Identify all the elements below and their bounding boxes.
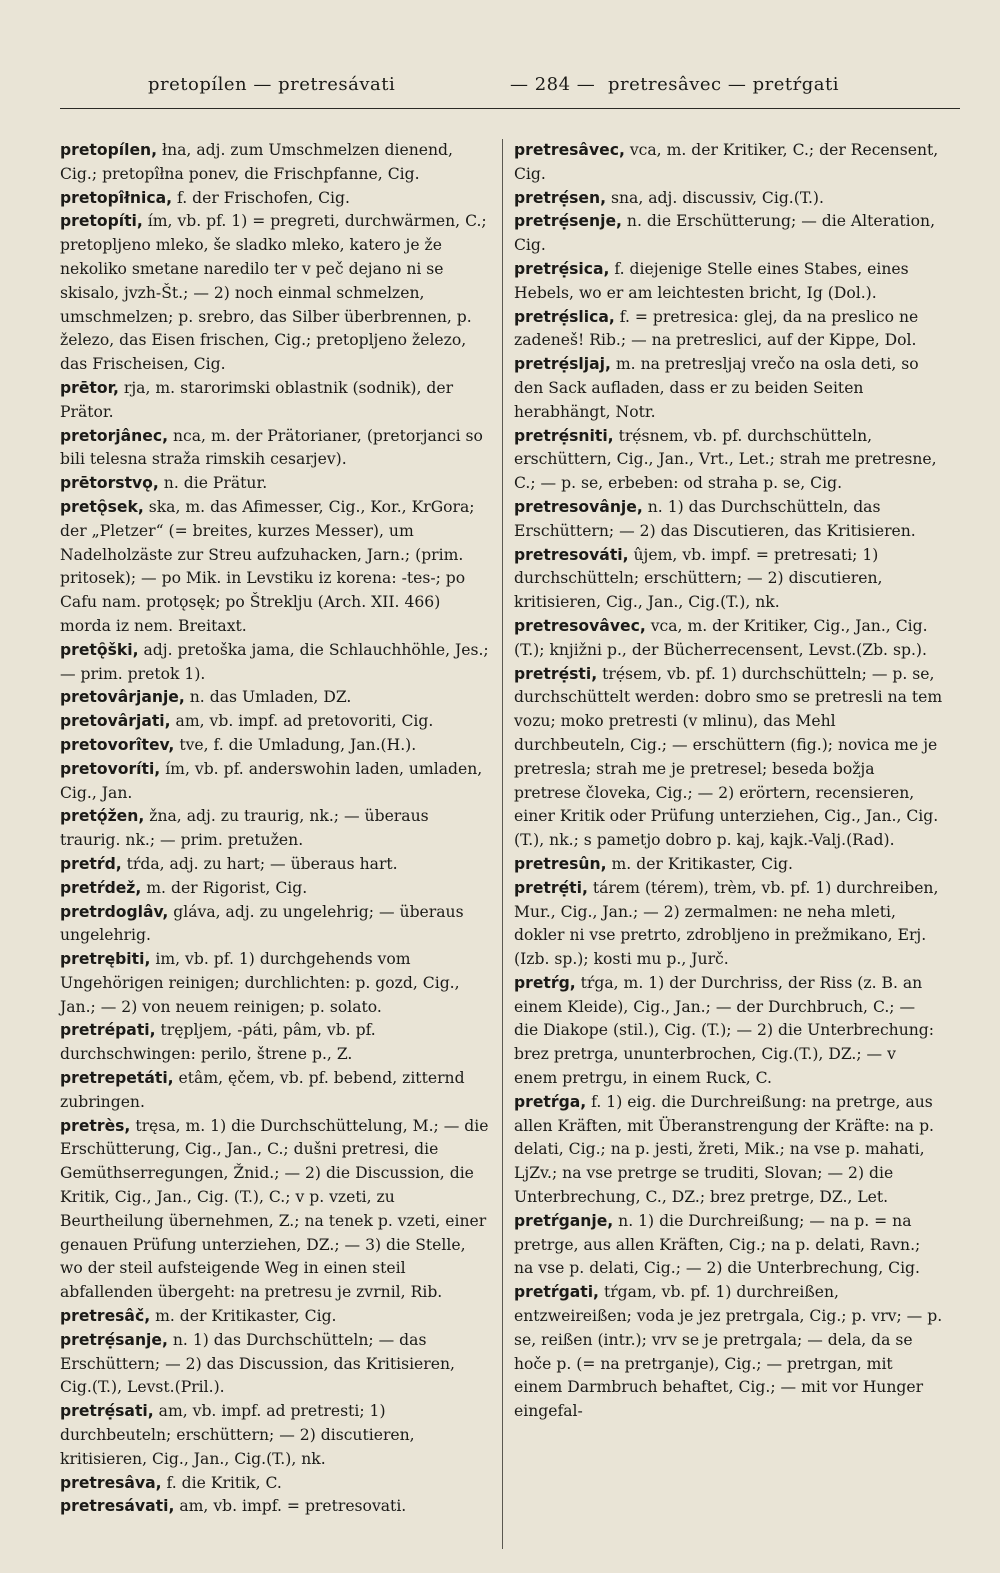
entry-headword: pretresâvec, <box>514 141 625 159</box>
entry-definition: trẹ́snem, vb. pf. durchschütteln, erschüttern, Cig., Jan., Vrt., Let.; strah me pretresne, C.; — p. se, erbeben: od straha p. se, Cig. <box>514 426 937 493</box>
dictionary-entry <box>60 853 490 877</box>
entry-headword: pretresâva, <box>60 1473 162 1492</box>
entry-headword: pretopílen, <box>60 141 158 159</box>
entry-definition: m. der Kritikaster, Cig. <box>606 854 793 873</box>
dictionary-entry <box>60 1067 490 1115</box>
dictionary-entry <box>60 1472 490 1496</box>
entry-definition: am, vb. impf. = pretresovati. <box>174 1497 407 1516</box>
dictionary-entry <box>60 1305 490 1329</box>
dictionary-entry <box>514 853 944 877</box>
entry-definition: n. die Erschütterung; — die Alteration, Cig. <box>514 212 936 255</box>
entry-definition: f. diejenige Stelle eines Stabes, eines Hebels, wo er am leichtesten bricht, Ig (Dol.). <box>514 259 909 302</box>
entry-definition: m. na pretresljaj vrečo na osla deti, so den Sack aufladen, dass er zu beiden Seiten herabhängt, Notr. <box>514 355 919 421</box>
entry-definition: n. 1) die Durchreißung; — na p. = na pretrge, aus allen Kräften, Cig.; na p. delati, Ravn.; na vse p. delati, Cig.; — 2) die Unterbrechung, Cig. <box>514 1211 921 1278</box>
entry-definition: n. 1) das Durchschütteln, das Erschüttern; — 2) das Discutieren, das Kritisieren. <box>514 497 916 540</box>
entry-headword: pretrębiti, <box>60 950 151 969</box>
header-left-guidewords: pretopílen — pretresávati <box>148 74 396 95</box>
dictionary-entry <box>514 187 944 211</box>
entry-definition: n. das Umladen, DZ. <box>184 688 352 707</box>
entry-definition: trępljem, -páti, pâm, vb. pf. durchschwingen: perilo, štrene p., Z. <box>60 1021 376 1064</box>
dictionary-entry <box>514 210 944 258</box>
entry-headword: pretresávati, <box>60 1497 175 1516</box>
entry-headword: pretorjânec, <box>60 426 168 445</box>
entry-definition: tve, f. die Umladung, Jan.(H.). <box>174 735 417 754</box>
entry-definition: etâm, ęčem, vb. pf. bebend, zitternd zubringen. <box>60 1069 465 1111</box>
entry-definition: vca, m. der Kritiker, C.; der Recensent, Cig. <box>514 141 939 183</box>
entry-headword: pretovoríti, <box>60 759 161 778</box>
text-columns <box>60 139 960 1549</box>
dictionary-entry <box>60 187 490 211</box>
entry-definition: tręsa, m. 1) die Durchschüttelung, M.; — die Erschütterung, Cig., Jan., C.; dušni pretresi, die Gemüthserregungen, Žnid.; — 2) die Discussion, die Kritik, Cig., Jan., Cig. (T.), C.; v p. vzeti, zu Beurtheilung übernehmen, Z.; na tenek p. vzeti, einer genauen Prüfung unterziehen, DZ.; — 3) die Stelle, wo der steil aufsteigende Weg in einen steil abfallenden übergeht: na pretresu je zvrnil, Rib. <box>60 1116 489 1302</box>
entry-definition: tŕgam, vb. pf. 1) durchreißen, entzweireißen; voda je jez pretrgala, Cig.; p. vrv; — p. se, reißen (intr.); vrv se je pretrgala; — dela, da se hoče p. (= na pretrganje), Cig.; — pretrgan, mit einem Darmbruch behaftet, Cig.; — mit vor Hunger eingefal- <box>514 1283 943 1421</box>
entry-definition: f. die Kritik, C. <box>161 1473 282 1492</box>
dictionary-entry <box>514 663 944 853</box>
dictionary-entry <box>60 734 490 758</box>
entry-definition: m. der Rigorist, Cig. <box>141 878 308 897</box>
entry-headword: pretrẹ́sljaj, <box>514 355 611 374</box>
entry-headword: pretŕga, <box>514 1092 587 1111</box>
dictionary-entry <box>60 472 490 496</box>
entry-headword: pretŕganje, <box>514 1211 614 1230</box>
entry-definition: žna, adj. zu traurig, nk.; — überaus traurig. nk.; — prim. pretužen. <box>60 807 429 850</box>
entry-headword: pretrẹ́ti, <box>514 878 588 897</box>
entry-definition: tŕga, m. 1) der Durchriss, der Riss (z. B. an einem Kleide), Cig., Jan.; — der Durchbruch, C.; — die Diakope (stil.), Cig. (T.); — 2) die Unterbrechung: brez pretrga, ununterbrochen, Cig.(T.), DZ.; — v enem pretrgu, in einem Ruck, C. <box>514 973 935 1088</box>
entry-definition: n. 1) das Durchschütteln; — das Erschüttern; — 2) das Discussion, das Kritisieren, Cig.(T.), Levst.(Pril.). <box>60 1330 455 1397</box>
entry-headword: pretresûn, <box>514 854 607 873</box>
entry-definition: am, vb. impf. ad pretresti; 1) durchbeuteln; erschüttern; — 2) discutieren, kritisieren, Cig., Jan., Cig.(T.), nk. <box>60 1402 415 1468</box>
dictionary-entry <box>514 877 944 972</box>
dictionary-entry <box>60 805 490 853</box>
entry-headword: pretrẹ́sanje, <box>60 1330 168 1349</box>
dictionary-entry <box>514 306 944 354</box>
dictionary-entry <box>514 496 944 544</box>
page-number: — 284 — <box>510 74 596 95</box>
column-divider <box>502 139 503 1549</box>
dictionary-entry <box>514 1281 944 1424</box>
dictionary-entry <box>60 139 490 187</box>
dictionary-entry <box>60 1495 490 1519</box>
dictionary-entry <box>514 353 944 424</box>
entry-headword: pretresâč, <box>60 1307 151 1326</box>
dictionary-entry <box>60 710 490 734</box>
entry-headword: pretrès, <box>60 1116 131 1135</box>
left-column <box>60 139 490 1519</box>
entry-headword: pretrépati, <box>60 1021 156 1040</box>
entry-headword: pretrẹ́sica, <box>514 259 610 278</box>
entry-definition: ska, m. das Afimesser, Cig., Kor., KrGora; der „Pletzer“ (= breites, kurzes Messer), um Nadelholzäste zur Streu aufzuhacken, Jarn.; (prim. pritosek); — po Mik. in Levstiku iz korena: -tes-; po Cafu nam. protǫsęk; po Štreklju (Arch. XII. 466) morda iz nem. Breitaxt. <box>60 497 475 635</box>
dictionary-entry <box>514 425 944 496</box>
entry-definition: sna, adj. discussiv, Cig.(T.). <box>606 188 824 207</box>
dictionary-entry <box>60 758 490 806</box>
dictionary-entry <box>514 972 944 1091</box>
entry-headword: pretrdoglâv, <box>60 902 169 921</box>
dictionary-entry <box>60 377 490 425</box>
entry-definition: łna, adj. zum Umschmelzen dienend, Cig.; pretopîłna ponev, die Frischpfanne, Cig. <box>60 141 453 183</box>
entry-headword: pretovârjati, <box>60 712 171 731</box>
dictionary-entry <box>514 544 944 615</box>
entry-definition: ím, vb. pf. 1) = pregreti, durchwärmen, C.; pretopljeno mleko, še sladko mleko, katero je že nekoliko smetane naredilo ter v peč dejano ni se skisalo, jvzh-Št.; — 2) noch einmal schmelzen, umschmelzen; p. srebro, das Silber überbrennen, p. železo, das Eisen frischen, Cig.; pretopljeno železo, das Frischeisen, Cig. <box>60 212 487 374</box>
header-rule <box>60 108 960 109</box>
entry-headword: prētorstvǫ, <box>60 474 159 493</box>
entry-headword: pretǫ́žen, <box>60 807 145 826</box>
entry-definition: adj. pretoška jama, die Schlauchhöhle, Jes.; — prim. pretok 1). <box>60 640 489 683</box>
entry-definition: tárem (térem), trèm, vb. pf. 1) durchreiben, Mur., Cig., Jan.; — 2) zermalmen: ne neha mleti, dokler ni vse pretrto, zdrobljeno in prežmikano, Erj.(Izb. sp.); kosti mu p., Jurč. <box>514 878 939 969</box>
header-right-guidewords: pretresâvec — pretŕgati <box>608 74 839 95</box>
dictionary-entry <box>514 139 944 187</box>
entry-definition: im, vb. pf. 1) durchgehends vom Ungehörigen reinigen; durchlichten: p. gozd, Cig., Jan.; — 2) von neuem reinigen; p. solato. <box>60 950 460 1016</box>
dictionary-entry <box>60 948 490 1019</box>
dictionary-entry <box>60 1019 490 1067</box>
dictionary-entry <box>60 877 490 901</box>
dictionary-entry <box>60 210 490 377</box>
dictionary-entry <box>514 1210 944 1281</box>
dictionary-entry <box>60 496 490 639</box>
dictionary-entry <box>60 1400 490 1471</box>
entry-definition: rja, m. starorimski oblastnik (sodnik), der Prätor. <box>60 378 454 421</box>
entry-definition: f. = pretresica: glej, da na preslico ne zadeneš! Rib.; — na pretreslici, auf der Kippe, Dol. <box>514 307 919 350</box>
entry-definition: ûjem, vb. impf. = pretresati; 1) durchschütteln; erschüttern; — 2) discutieren, kritisieren, Cig., Jan., Cig.(T.), nk. <box>514 545 883 612</box>
entry-headword: pretrepetáti, <box>60 1069 174 1088</box>
entry-headword: pretrẹ́sti, <box>514 664 598 683</box>
entry-headword: pretopíti, <box>60 212 143 231</box>
dictionary-entry <box>60 639 490 687</box>
dictionary-entry <box>60 425 490 473</box>
entry-headword: pretrẹ́slica, <box>514 307 615 326</box>
entry-definition: n. die Prätur. <box>158 474 268 493</box>
dictionary-entry <box>514 1091 944 1210</box>
entry-headword: pretresovânje, <box>514 497 643 516</box>
entry-headword: pretŕg, <box>514 973 576 992</box>
entry-headword: pretŕgati, <box>514 1283 599 1302</box>
dictionary-entry <box>514 258 944 306</box>
entry-definition: ím, vb. pf. anderswohin laden, umladen, Cig., Jan. <box>60 759 483 802</box>
entry-headword: pretovorîtev, <box>60 735 175 754</box>
entry-definition: vca, m. der Kritiker, Cig., Jan., Cig.(T.); knjižni p., der Bücherrecensent, Levst.(Zb. sp.). <box>514 616 928 659</box>
entry-headword: pretǫ̑sek, <box>60 497 144 516</box>
entry-headword: pretŕd, <box>60 854 122 873</box>
entry-headword: pretrẹ́sati, <box>60 1402 154 1421</box>
dictionary-entry <box>60 686 490 710</box>
right-column <box>514 139 944 1424</box>
entry-definition: f. 1) eig. die Durchreißung: na pretrge, aus allen Kräften, mit Überanstrengung der Kräfte: na p. delati, Cig.; na p. jesti, žreti, Mik.; na vse p. mahati, LjZv.; na vse pretrge se truditi, Slovan; — 2) die Unterbrechung, C., DZ.; brez pretrge, DZ., Let. <box>514 1092 935 1207</box>
entry-definition: m. der Kritikaster, Cig. <box>150 1307 337 1326</box>
entry-definition: nca, m. der Prätorianer, (pretorjanci so bili telesna straža rimskih cesarjev). <box>60 426 483 469</box>
entry-definition: tŕda, adj. zu hart; — überaus hart. <box>121 854 398 873</box>
entry-headword: pretrẹ́senje, <box>514 212 622 231</box>
entry-headword: pretŕdež, <box>60 878 142 897</box>
entry-definition: gláva, adj. zu ungelehrig; — überaus ungelehrig. <box>60 902 464 945</box>
running-header <box>60 70 960 100</box>
dictionary-entry <box>60 901 490 949</box>
dictionary-entry <box>60 1329 490 1400</box>
entry-headword: pretresovâvec, <box>514 616 646 635</box>
entry-headword: pretrẹ́sniti, <box>514 426 614 445</box>
entry-definition: trẹ́sem, vb. pf. 1) durchschütteln; — p. se, durchschüttelt werden: dobro smo se pretresli na tem vozu; moko pretresti (v mlinu), das Mehl durchbeuteln, Cig.; — erschüttern (fig.); novica me je pretresla; strah me je pretresel; beseda božja pretrese človeka, Cig.; — 2) erörtern, recensieren, einer Kritik oder Prüfung unterziehen, Cig., Jan., Cig. (T.), nk.; s pametjo dobro p. kaj, kajk.-Valj.(Rad). <box>514 664 943 850</box>
entry-definition: am, vb. impf. ad pretovoriti, Cig. <box>170 712 434 731</box>
entry-definition: f. der Frischofen, Cig. <box>172 188 350 207</box>
entry-headword: prētor, <box>60 378 119 397</box>
dictionary-entry <box>60 1115 490 1305</box>
entry-headword: pretresováti, <box>514 545 629 564</box>
dictionary-entry <box>514 615 944 663</box>
entry-headword: pretopîłnica, <box>60 188 173 207</box>
entry-headword: pretovârjanje, <box>60 688 185 707</box>
entry-headword: pretrẹ́sen, <box>514 188 607 207</box>
entry-headword: pretǫ̑ški, <box>60 640 139 659</box>
